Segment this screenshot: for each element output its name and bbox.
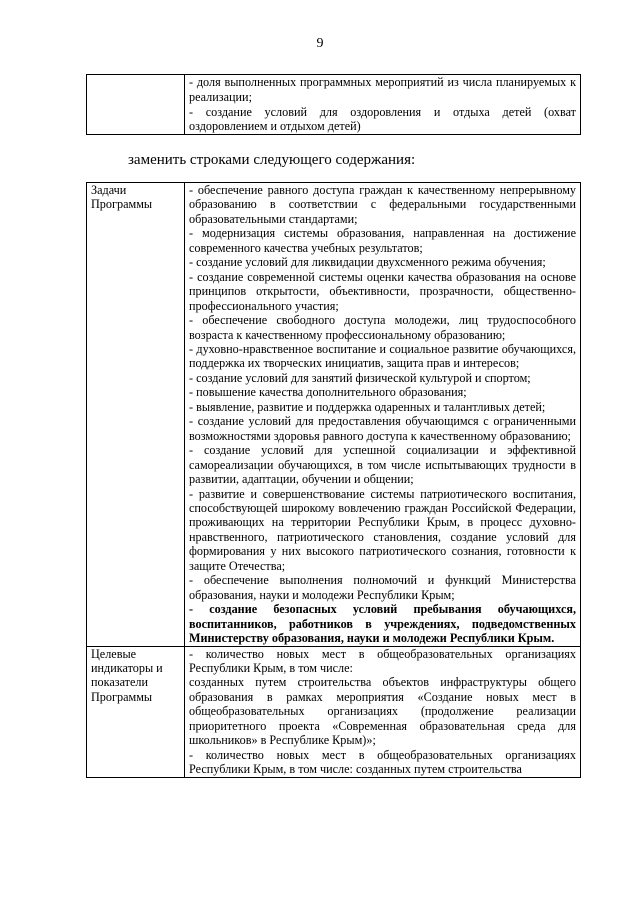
replacement-instruction: заменить строками следующего содержания: xyxy=(128,152,416,168)
list-item: - создание условий для успешной социализации и эффективной самореализации обучающихся, в том числе испытывающих трудности в развитии, адаптации, обучении и общении; xyxy=(189,443,576,487)
page-number: 9 xyxy=(316,36,324,51)
row-content-indicators xyxy=(185,646,581,777)
list-item: - количество новых мест в общеобразовательных организациях Республики Крым, в том числе: xyxy=(189,646,576,675)
table-row xyxy=(87,75,581,135)
list-item: - создание современной системы оценки качества образования на основе принципов открытости, объективности, прозрачности, общественно-профессионального участия; xyxy=(189,269,576,313)
list-item: - повышение качества дополнительного образования; xyxy=(189,385,467,400)
list-item: - обеспечение равного доступа граждан к качественному непрерывному образованию в соответствии с федеральными государственными образовательными стандартами; xyxy=(189,183,576,226)
row-label-tasks xyxy=(87,183,185,647)
previous-table-fragment xyxy=(86,74,581,135)
list-item: - создание условий для ликвидации двухсменного режима обучения; xyxy=(189,255,546,270)
list-item: - количество новых мест в общеобразовательных организациях Республики Крым, в том числе: созданных путем строительства xyxy=(189,747,576,777)
table-row-indicators xyxy=(87,646,581,777)
table-cell-content xyxy=(185,75,581,135)
list-item: - развитие и совершенствование системы патриотического воспитания, способствующей широкому вовлечению граждан Российской Федерации, проживающих на территории Республики Крым, в процесс духовно-нравственного, патриотического становления, создание условий для формирования у них высокого патриотического сознания, готовности к защите Отечества; xyxy=(189,486,576,573)
list-item: - модернизация системы образования, направленная на достижение современного качества учебных результатов; xyxy=(189,226,576,255)
list-item: - доля выполненных программных мероприятий из числа планируемых к реализации; xyxy=(189,75,576,104)
list-item: созданных путем строительства объектов инфраструктуры общего образования в рамках мероприятия «Создание новых мест в общеобразовательных организациях (продолжение реализации приоритетного проекта «Современная образовательная среда для школьников» в Республике Крым)»; xyxy=(189,675,576,748)
list-item-bold: - создание безопасных условий пребывания обучающихся, воспитанников, работников в учреждениях, подведомственных Министерству образования, науки и молодежи Республики Крым. xyxy=(189,602,576,646)
row-label-text: Задачи Программы xyxy=(91,183,153,212)
row-label-indicators xyxy=(87,646,185,777)
list-item: - создание условий для оздоровления и отдыха детей (охват оздоровлением и отдыхом детей) xyxy=(189,104,576,134)
table-row-tasks xyxy=(87,183,581,647)
list-item: - духовно-нравственное воспитание и социальное развитие обучающихся, поддержка их творческих инициатив, защита прав и интересов; xyxy=(189,341,576,371)
row-label-text: Целевые индикаторы и показатели Программы xyxy=(91,646,163,704)
list-item: - выявление, развитие и поддержка одаренных и талантливых детей; xyxy=(189,399,546,414)
list-item: - обеспечение выполнения полномочий и функций Министерства образования, науки и молодежи Республики Крым; xyxy=(189,573,576,602)
program-table xyxy=(86,182,581,778)
list-item: - создание условий для предоставления обучающимся с ограниченными возможностями здоровья равного доступа к качественному образованию; xyxy=(189,414,576,443)
list-item: - создание условий для занятий физической культурой и спортом; xyxy=(189,370,531,385)
list-item: - обеспечение свободного доступа молодежи, лиц трудоспособного возраста к качественному профессиональному образованию; xyxy=(189,313,576,342)
table-cell-label xyxy=(87,75,185,135)
row-content-tasks xyxy=(185,183,581,647)
